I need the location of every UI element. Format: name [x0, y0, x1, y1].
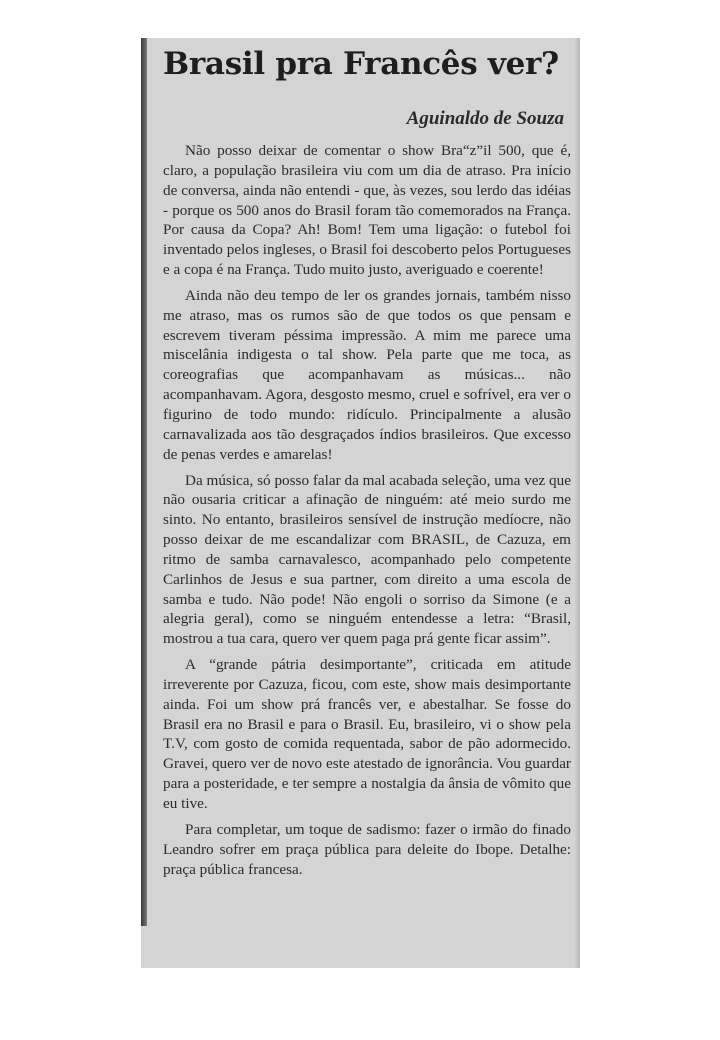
article-title: Brasil pra Francês ver? — [163, 46, 559, 82]
author-byline: Aguinaldo de Souza — [406, 108, 564, 129]
article-body — [163, 141, 571, 885]
article-paragraph: Ainda não deu tempo de ler os grandes jornais, também nisso me atraso, mas os rumos são de que todos os que pensam e escrevem tiveram péssima impressão. A mim me parece uma miscelânia indigesta o tal show. Pela parte que me toca, as coreografias que acompanhavam as músicas... não acompanhavam. Agora, desgosto mesmo, cruel e sofrível, era ver o figurino de todo mundo: ridículo. Principalmente a alusão carnavalizada aos tão desgraçados índios brasileiros. Que excesso de penas verdes e amarelas! — [163, 286, 571, 463]
paper-edge-shadow — [575, 38, 580, 968]
newspaper-clipping — [141, 38, 580, 968]
article-paragraph: A “grande pátria desimportante”, criticada em atitude irreverente por Cazuza, ficou, com este, show mais desimportante ainda. Foi um show prá francês ver, e abestalhar. Se fosse do Brasil era no Brasil e para o Brasil. Eu, brasileiro, vi o show pela T.V, com gosto de comida requentada, sabor de pão adormecido. Gravei, quero ver de novo este atestado de ignorância. Vou guardar para a posteridade, e ter sempre a nostalgia da ânsia de vômito que eu tive. — [163, 656, 571, 812]
article-paragraph: Não posso deixar de comentar o show Bra“z”il 500, que é, claro, a população brasileira viu com um dia de atraso. Pra início de conversa, ainda não entendi - que, às vezes, sou lerdo das idéias - porque os 500 anos do Brasil foram tão comemorados na França. Por causa da Copa? Ah! Bom! Tem uma ligação: o futebol foi inventado pelos ingleses, o Brasil foi descoberto pelos Portugueses e a copa é na França. Tudo muito justo, averiguado e coerente! — [163, 142, 571, 279]
article-paragraph: Da música, só posso falar da mal acabada seleção, uma vez que não ousaria criticar a afinação de ninguém: até meio surdo me sinto. No entanto, brasileiros sensível de instrução medíocre, não posso deixar de me escandalizar com BRASIL, de Cazuza, em ritmo de samba carnavalesco, acompanhado pelo competente Carlinhos de Jesus e sua partner, com direito a uma escola de samba e tudo. Não pode! Não engoli o sorriso da Simone (e a alegria geral), como se ninguém entendesse a letra: “Brasil, mostrou a tua cara, quero ver quem paga prá gente ficar assim”. — [163, 471, 571, 648]
column-rule — [141, 38, 147, 926]
article-paragraph: Para completar, um toque de sadismo: fazer o irmão do finado Leandro sofrer em praça pública para deleite do Ibope. Detalhe: praça pública francesa. — [163, 820, 571, 878]
